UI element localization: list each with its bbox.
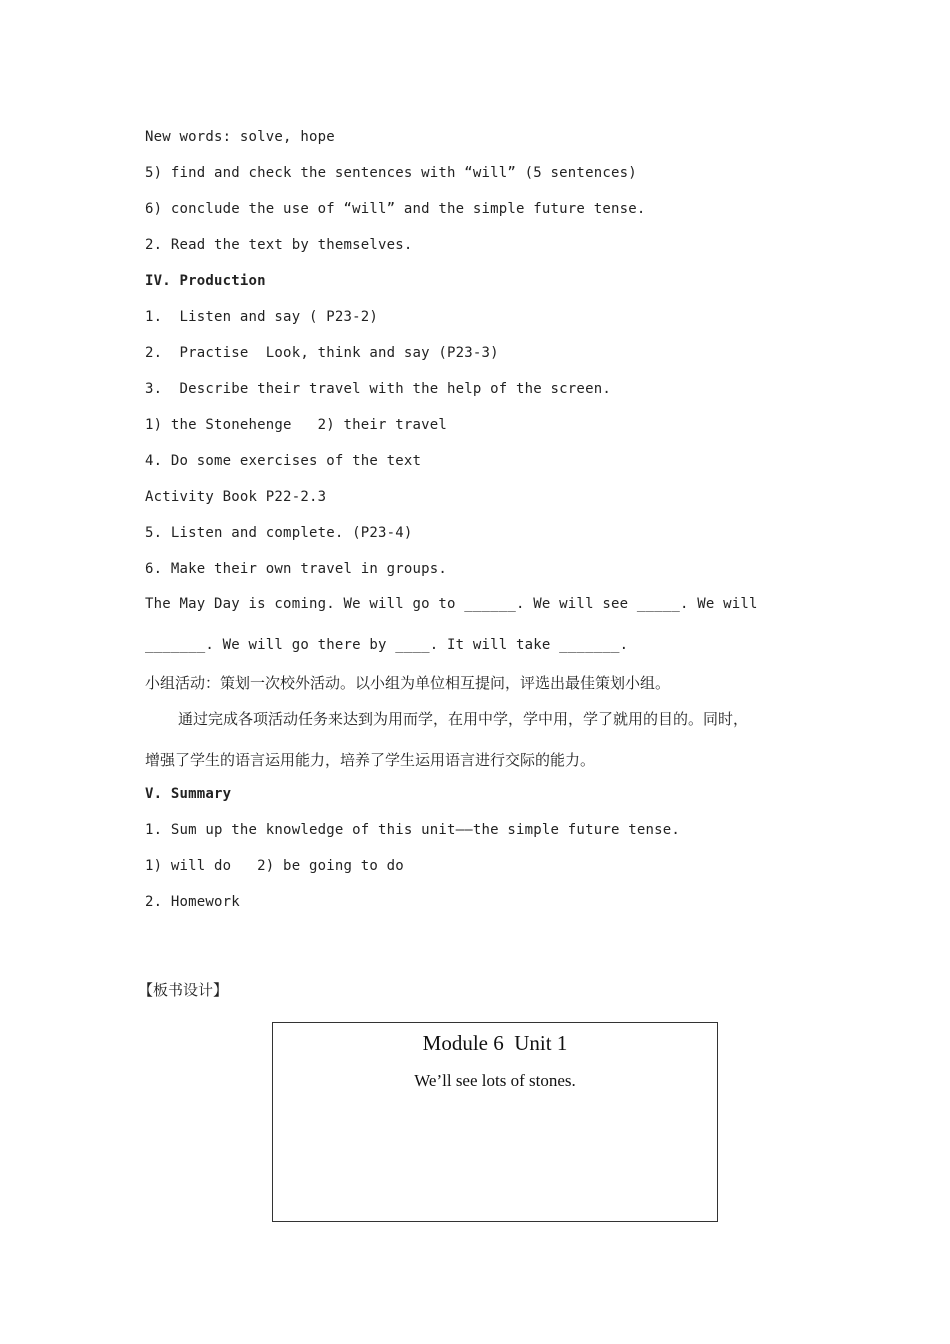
- production-item-6: 6. Make their own travel in groups.: [145, 561, 448, 577]
- section-heading-summary: V. Summary: [145, 786, 232, 802]
- production-item-5: 5. Listen and complete. (P23-4): [145, 525, 413, 541]
- section-heading-production: IV. Production: [145, 273, 266, 289]
- production-item-4: 4. Do some exercises of the text: [145, 453, 422, 469]
- step-conclude: 6) conclude the use of “will” and the simple future tense.: [145, 201, 646, 217]
- fill-in-line-2: _______. We will go there by ____. It will take _______.: [145, 637, 629, 653]
- production-item-2: 2. Practise Look, think and say (P23-3): [145, 345, 499, 361]
- blackboard-design-box: [272, 1022, 718, 1222]
- board-subtitle: We’ll see lots of stones.: [414, 1071, 576, 1090]
- step-find-check: 5) find and check the sentences with “will” (5 sentences): [145, 165, 637, 181]
- new-words-line: New words: solve, hope: [145, 129, 335, 145]
- production-item-1: 1. Listen and say ( P23-2): [145, 309, 378, 325]
- production-item-3: 3. Describe their travel with the help of the screen.: [145, 381, 611, 397]
- production-subitems: 1) the Stonehenge 2) their travel: [145, 417, 448, 433]
- summary-item-2: 2. Homework: [145, 894, 240, 910]
- step-read-text: 2. Read the text by themselves.: [145, 237, 413, 253]
- board-design-heading: 【板书设计】: [138, 981, 229, 999]
- board-title: Module 6 Unit 1: [422, 1031, 568, 1055]
- purpose-paragraph-line-2: 增强了学生的语言运用能力，培养了学生运用语言进行交际的能力。: [145, 751, 596, 769]
- fill-in-line-1: The May Day is coming. We will go to ______. We will see _____. We will: [145, 596, 758, 612]
- activity-book-line: Activity Book P22-2.3: [145, 489, 327, 505]
- purpose-paragraph-line-1: 通过完成各项活动任务来达到为用而学，在用中学，学中用，学了就用的目的。同时，: [178, 710, 749, 728]
- summary-item-1: 1. Sum up the knowledge of this unit——the simple future tense.: [145, 822, 680, 838]
- summary-subitems: 1) will do 2) be going to do: [145, 858, 404, 874]
- group-activity-text: 小组活动：策划一次校外活动。以小组为单位相互提问，评选出最佳策划小组。: [145, 674, 671, 692]
